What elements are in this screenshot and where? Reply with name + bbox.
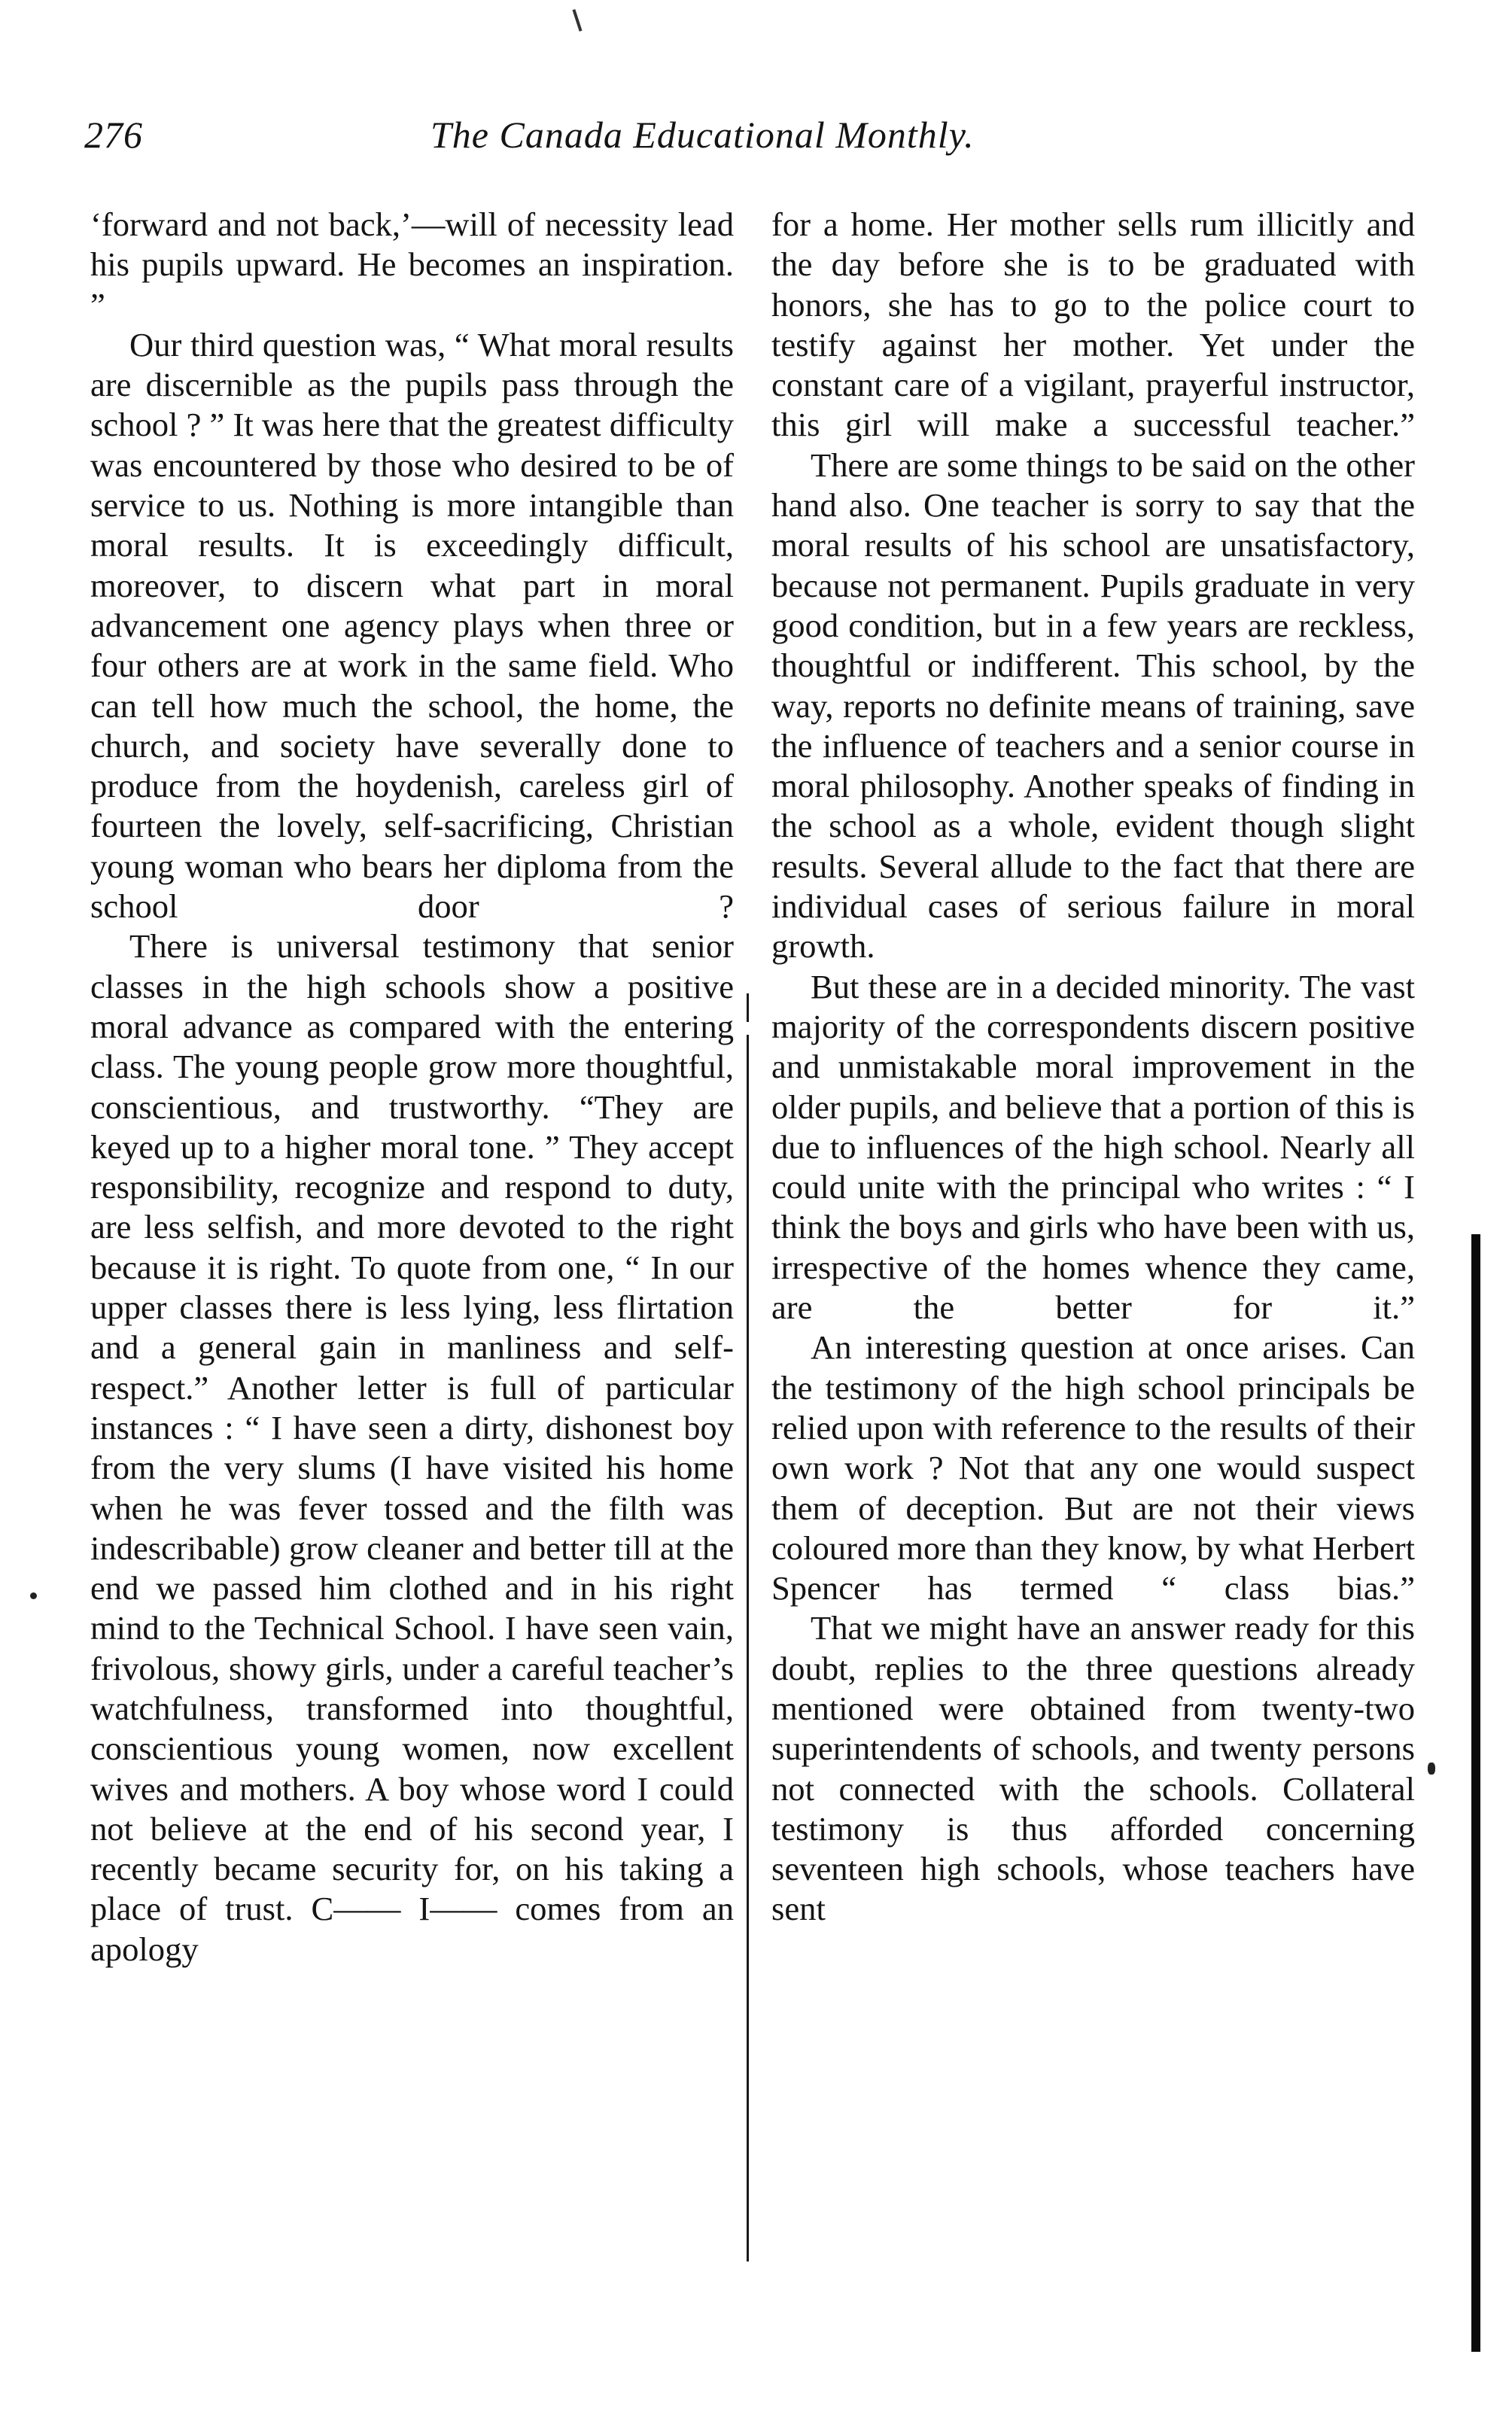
page-edge-shadow [1471, 1234, 1480, 2352]
scan-speck [1428, 1763, 1435, 1775]
paragraph: That we might have an answer ready for this doubt, replies to the three questions already mentioned were obtained from twenty-two superintendents of schools, and twenty persons not connected with the schools. Collateral testimony is thus afforded concerning seventeen high schools, whose teachers have sent [771, 1609, 1415, 1928]
paragraph: Our third question was, “ What moral results are discernible as the pupils pass through the school ? ” It was here that the greatest difficulty was encountered by those who desired to be of service to us. Nothing is more intangible than moral results. It is exceedingly difficult, moreover, to discern what part in moral advancement one agency plays when three or four others are at work in the same field. Who can tell how much the school, the home, the church, and society have severally done to produce from the hoydenish, careless girl of fourteen the lovely, self-sacrificing, Christian young woman who bears her diploma from the school door ? [90, 325, 734, 926]
right-column [771, 205, 1415, 1930]
paragraph: ‘forward and not back,’—will of necessity lead his pupils upward. He becomes an inspiration. ” [90, 205, 734, 324]
paragraph: There is universal testimony that senior classes in the high schools show a positive moral advance as compared with the entering class. The young people grow more thoughtful, conscientious, and trustworthy. “They are keyed up to a higher moral tone. ” They accept responsibility, recognize and respond to duty, are less selfish, and more devoted to the right because it is right. To quote from one, “ In our upper classes there is less lying, less flirtation and a general gain in manliness and self-respect.” Another letter is full of particular instances : “ I have seen a dirty, dishonest boy from the very slums (I have visited his home when he was fever tossed and the filth was indescribable) grow cleaner and better till at the end we passed him clothed and in his right mind to the Technical School. I have seen vain, frivolous, showy girls, under a careful teacher’s watchfulness, transformed into thoughtful, conscientious young women, now excellent wives and mothers. A boy whose word I could not believe at the end of his second year, I recently became security for, on his taking a place of trust. C—— I—— comes from an apology [90, 927, 734, 1968]
paragraph: An interesting question at once arises. Can the testimony of the high school principals be relied upon with reference to the results of their own work ? Not that any one would suspect them of deception. But are not their views coloured more than they know, by what Herbert Spencer has termed “ class bias.” [771, 1328, 1415, 1607]
page-header [84, 113, 1409, 181]
column-rule [747, 1035, 749, 2261]
column-rule-fragment [747, 993, 749, 1022]
left-column [90, 205, 734, 1969]
page-number: 276 [84, 114, 143, 156]
scan-dot [30, 1592, 37, 1599]
paragraph: for a home. Her mother sells rum illicitly and the day before she is to be graduated with honors, she has to go to the police court to testify against her mother. Yet under the constant care of a vigilant, prayerful instructor, this girl will make a successful teacher.” [771, 205, 1415, 444]
running-title: The Canada Educational Monthly. [430, 114, 975, 156]
paragraph: But these are in a decided minority. The vast majority of the correspondents discern positive and unmistakable moral improvement in the older pupils, and believe that a portion of this is due to influences of the high school. Nearly all could unite with the principal who writes : “ I think the boys and girls who have been with us, irrespective of the homes whence they came, are the better for it.” [771, 967, 1415, 1327]
scan-mark [572, 9, 582, 32]
paragraph: There are some things to be said on the other hand also. One teacher is sorry to say that the moral results of his school are unsatisfactory, because not permanent. Pupils graduate in very good condition, but in a few years are reckless, thoughtful or indifferent. This school, by the way, reports no definite means of training, save the influence of teachers and a senior course in moral philosophy. Another speaks of finding in the school as a whole, evident though slight results. Several allude to the fact that there are individual cases of serious failure in moral growth. [771, 446, 1415, 966]
